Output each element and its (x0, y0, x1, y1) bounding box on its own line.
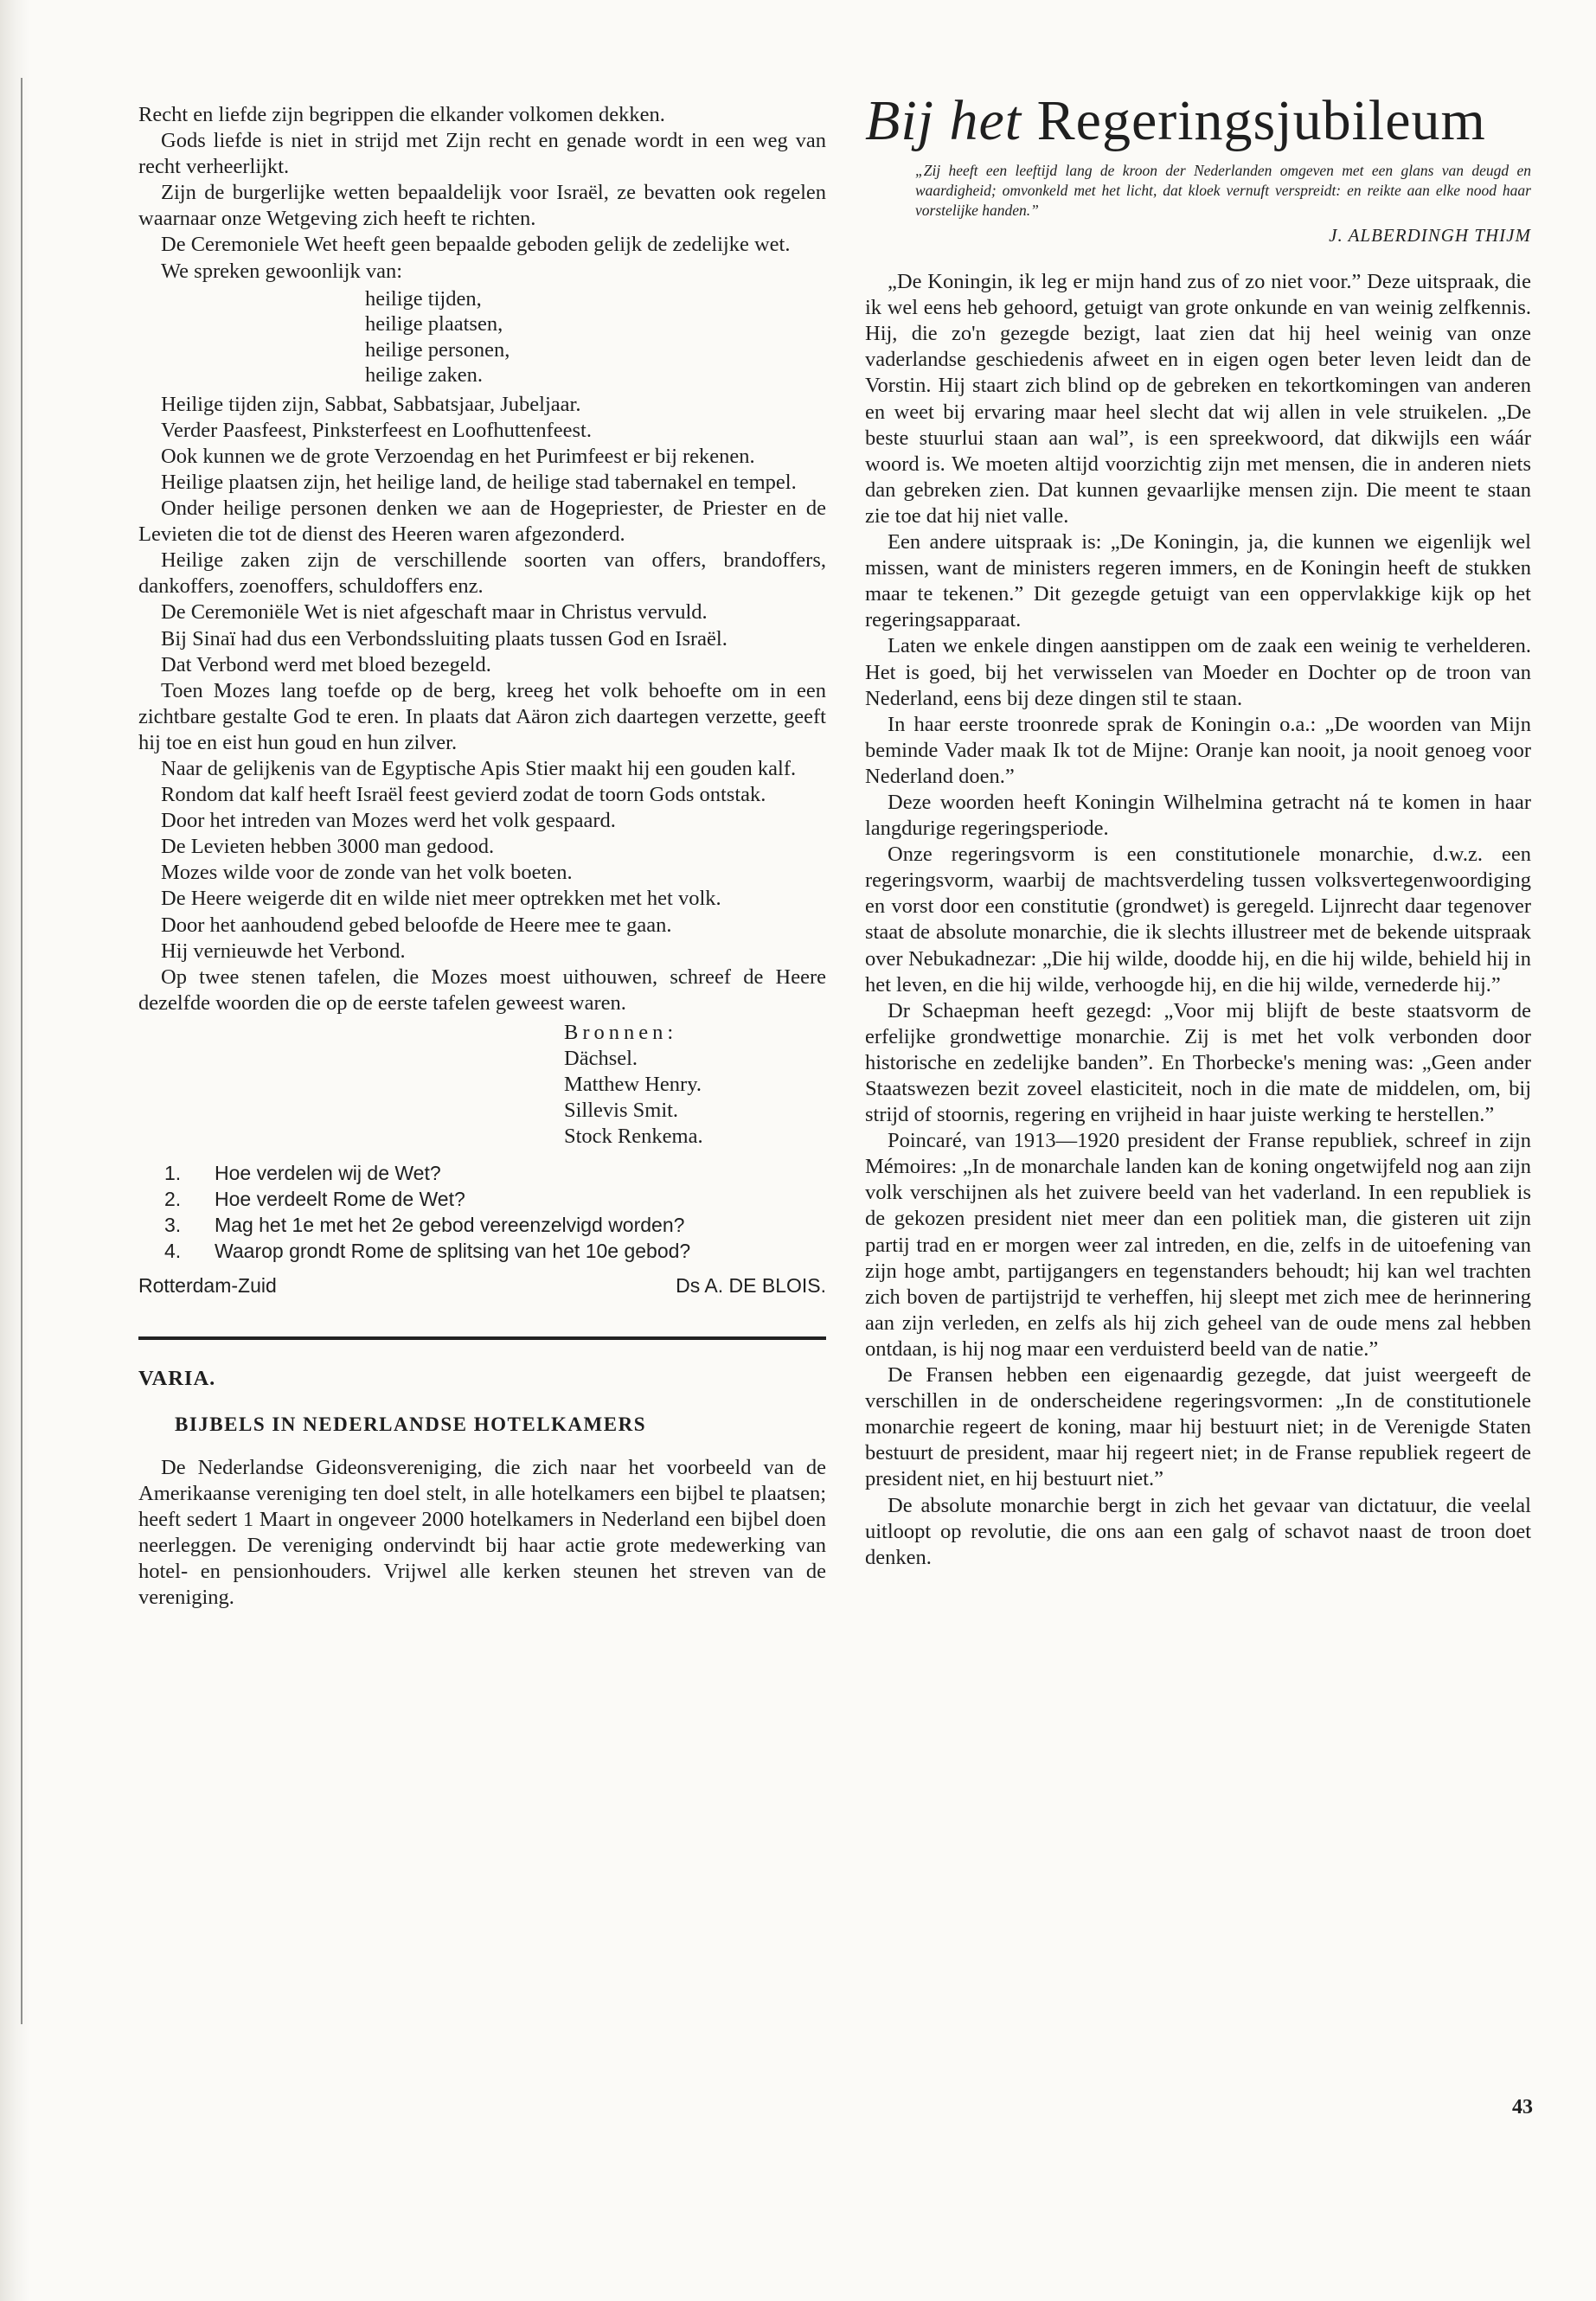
question-number: 4. (164, 1240, 182, 1263)
varia-paragraph: De Nederlandse Gideonsvereniging, die zich naar het voorbeeld van de Amerikaanse vereniging ten doel stelt, in alle hotelkamers een bijbel te plaatsen; heeft sedert 1 Maart in ongeveer 2000 hotelkamers in Nederland een bijbel doen neerleggen. De vereniging ondervindt bij haar actie grote medewerking van hotel- en pensionhouders. Vrijwel alle kerken steunen het streven van de vereniging. (138, 1455, 826, 1610)
binding-shadow (0, 0, 29, 2301)
list-item: heilige zaken. (365, 363, 484, 388)
paragraph: Bij Sinaï had dus een Verbondssluiting plaats tussen God en Israël. (161, 626, 727, 651)
questions-list (164, 1160, 826, 1264)
source-item: Dächsel. (564, 1047, 638, 1070)
paragraph: We spreken gewoonlijk van: (161, 259, 403, 283)
right-column (865, 89, 1531, 1571)
question-item (164, 1160, 826, 1186)
paragraph: De Heere weigerde dit en wilde niet meer optrekken met het volk. (161, 887, 721, 911)
list-item: heilige tijden, (365, 286, 482, 311)
holy-terms-list (365, 286, 826, 388)
question-number: 1. (164, 1162, 182, 1185)
paragraph: De absolute monarchie bergt in zich het gevaar van dictatuur, die veelal uitloopt op revolutie, die ons aan een galg of schavot naast de troon doet denken. (865, 1493, 1531, 1569)
paragraph: Heilige plaatsen zijn, het heilige land, de heilige stad tabernakel en tempel. (161, 470, 797, 494)
section-divider (138, 1336, 826, 1340)
paragraph: Mozes wilde voor de zonde van het volk boeten. (161, 861, 573, 885)
article-body (865, 269, 1531, 1571)
paragraph: Verder Paasfeest, Pinksterfeest en Loofhuttenfeest. (161, 418, 592, 442)
paragraph: Onze regeringsvorm is een constitutionele monarchie, d.w.z. een regeringsvorm, waarbij de machtsverdeling tussen volksvertegenwoordiging en vorst door een constitutie (grondwet) is geregeld. Lijnrecht daar tegenover staat de absolute monarchie, die ik slechts illustreer met de bekende uitspraak over Nebukadnezar: „Die hij wilde, doodde hij, en die hij wilde, behield hij in het leven, en die hij wilde, verhoogde hij, en die hij wilde, vernederde hij.” (865, 843, 1531, 997)
paragraph: Rondom dat kalf heeft Israël feest gevierd zodat de toorn Gods ontstak. (161, 783, 766, 807)
paragraph: „De Koningin, ik leg er mijn hand zus of zo niet voor.” Deze uitspraak, die ik wel eens heb gehoord, getuigt van grote onkunde en van weinig zelfkennis. Hij, die zo'n gezegde bezigt, laat zien dat hij heel weinig van onze vaderlandse geschiedenis afweet en in eigen ogen beter leven leidt dan de Vorstin. Hij staart zich blind op de gebreken en tekortkomingen van anderen en weet bij ervaring maar heel slecht dat wij allen in vele struikelen. „De beste stuurlui staan aan wal”, is een spreekwoord, dat dikwijls een wáár woord is. We moeten altijd voorzichtig zijn met mensen, die in anderen niets dan gebreken zien. Dat kunnen gevaarlijke mensen zijn. Die meent te staan zie toe dat hij niet valle. (865, 270, 1531, 528)
question-item (164, 1186, 826, 1212)
question-text: Waarop grondt Rome de splitsing van het 10e gebod? (215, 1240, 691, 1263)
sources-block (564, 1020, 826, 1150)
list-item: heilige personen, (365, 337, 510, 362)
question-item (164, 1212, 826, 1238)
question-text: Hoe verdelen wij de Wet? (215, 1162, 441, 1185)
question-item (164, 1238, 826, 1264)
paragraph: Deze woorden heeft Koningin Wilhelmina getracht ná te komen in haar langdurige regeringsperiode. (865, 790, 1531, 841)
paragraph: Op twee stenen tafelen, die Mozes moest uithouwen, schreef de Heere dezelfde woorden die op de eerste tafelen geweest waren. (138, 965, 826, 1015)
paragraph: Dr Schaepman heeft gezegd: „Voor mij blijft de beste staatsvorm de erfelijke grondwettige monarchie. Zij is met het volk verbonden door historische en zedelijke banden”. En Thorbecke's mening was: „Geen ander Staatswezen bezit zoveel elasticiteit, noch in die mate de middelen, om, bij strijd of stoornis, regering en vrijheid in haar juiste werking te herstellen.” (865, 998, 1531, 1127)
paragraph: Naar de gelijkenis van de Egyptische Apis Stier maakt hij een gouden kalf. (161, 756, 797, 780)
left-intro-paragraphs (138, 102, 826, 285)
varia-heading: VARIA. (138, 1367, 216, 1391)
source-item: Sillevis Smit. (564, 1099, 679, 1123)
title-prefix: Bij het (865, 89, 1022, 152)
paragraph: De Fransen hebben een eigenaardig gezegde, dat juist weergeeft de verschillen in de onderscheidene regeringsvormen: „In de constitutionele monarchie regeert de koning, maar hij bestuurt niet; in de Verenigde Staten bestuurt de president, maar hij regeert niet; in de Franse republiek regeert de president niet, en hij bestuurt niet.” (865, 1363, 1531, 1491)
paragraph: Poincaré, van 1913—1920 president der Franse republiek, schreef in zijn Mémoires: „In de monarchale landen kan de koning ongetwijfeld nog aan zijn volk verschijnen als het zuivere beeld van het vaderland. In een republiek is de gekozen president niet meer dan een politiek man, die gisteren uit zijn partij trad en er morgen weer zal intreden, en die, zelfs in de uitoefening van zijn hoge ambt, partijgangers en tegenstanders behoudt; hij kan wel trachten zich boven de partijstrijd te verheffen, hij sleept met zich mee de herinnering aan zijn verleden, en zelfs als hij zich geheel van de oude mens zal hebben ontdaan, is hij nog maar een verduisterd beeld van de natie.” (865, 1129, 1531, 1361)
list-item: heilige plaatsen, (365, 312, 503, 336)
paragraph: De Ceremoniële Wet is niet afgeschaft maar in Christus vervuld. (161, 600, 708, 625)
source-item: Stock Renkema. (564, 1125, 703, 1149)
paragraph: Ook kunnen we de grote Verzoendag en het Purimfeest er bij rekenen. (161, 444, 755, 468)
paragraph: Dat Verbond werd met bloed bezegeld. (161, 652, 491, 676)
motto-author: J. ALBERDINGH THIJM (1329, 225, 1531, 246)
question-number: 2. (164, 1188, 182, 1211)
varia-subheading: BIJBELS IN NEDERLANDSE HOTELKAMERS (175, 1413, 646, 1435)
page-number: 43 (1512, 2096, 1533, 2118)
paragraph: Door het intreden van Mozes werd het volk gespaard. (161, 809, 616, 833)
question-text: Mag het 1e met het 2e gebod vereenzelvigd worden? (215, 1214, 685, 1237)
paragraph: Recht en liefde zijn begrippen die elkander volkomen dekken. (138, 103, 665, 126)
left-body-paragraphs (138, 392, 826, 1016)
paragraph: Toen Mozes lang toefde op de berg, kreeg het volk behoefte om in een zichtbare gestalte God te eren. In plaats dat Aäron zich daartegen verzette, geeft hij toe en eist hun goud en hun zilver. (138, 678, 826, 754)
binding-rule (21, 78, 22, 2024)
signature-line (138, 1272, 826, 1298)
question-number: 3. (164, 1214, 182, 1237)
paragraph: De Ceremoniele Wet heeft geen bepaalde geboden gelijk de zedelijke wet. (161, 233, 791, 257)
sources-label: Bronnen: (564, 1020, 678, 1044)
left-column (138, 102, 826, 1611)
place-name: Rotterdam-Zuid (138, 1274, 277, 1298)
paragraph: Hij vernieuwde het Verbond. (161, 939, 406, 963)
paragraph: Heilige tijden zijn, Sabbat, Sabbatsjaar, Jubeljaar. (161, 392, 581, 416)
motto-quote: „Zij heeft een leeftijd lang de kroon der Nederlanden omgeven met een glans van deugd en waardigheid; omvonkeld met het licht, dat kloek vernuft verspreidt: en reikte aan elke nood haar vorstelijke handen.” (915, 162, 1531, 219)
paragraph: Zijn de burgerlijke wetten bepaaldelijk voor Israël, ze bevatten ook regelen waarnaar onze Wetgeving zich heeft te richten. (138, 181, 826, 231)
paragraph: Heilige zaken zijn de verschillende soorten van offers, brandoffers, dankoffers, zoenoffers, schuldoffers enz. (138, 548, 826, 599)
paragraph: Onder heilige personen denken we aan de Hogepriester, de Priester en de Levieten die tot de dienst des Heeren waren afgezonderd. (138, 497, 826, 547)
title-main: Regeringsjubileum (1036, 89, 1486, 152)
question-text: Hoe verdeelt Rome de Wet? (215, 1188, 465, 1211)
paragraph: Laten we enkele dingen aanstippen om de zaak een weinig te verhelderen. Het is goed, bij het verwisselen van Moeder en Dochter op de troon van Nederland, eens bij deze dingen stil te staan. (865, 634, 1531, 710)
paragraph: Een andere uitspraak is: „De Koningin, ja, die kunnen we eigenlijk wel missen, want de ministers regeren immers, en de Koningin heeft de stukken maar te tekenen.” Dit gezegde getuigt van een oppervlakkige kijk op het regeringsapparaat. (865, 530, 1531, 632)
paragraph: Gods liefde is niet in strijd met Zijn recht en genade wordt in een weg van recht verheerlijkt. (138, 129, 826, 179)
paragraph: Door het aanhoudend gebed beloofde de Heere mee te gaan. (161, 913, 672, 937)
author-name: Ds A. DE BLOIS. (676, 1274, 826, 1298)
article-title (865, 90, 1531, 152)
source-item: Matthew Henry. (564, 1073, 702, 1097)
paragraph: In haar eerste troonrede sprak de Koningin o.a.: „De woorden van Mijn beminde Vader maak Ik tot de Mijne: Oranje kan nooit, ja nooit genoeg voor Nederland doen.” (865, 712, 1531, 788)
paragraph: De Levieten hebben 3000 man gedood. (161, 835, 495, 859)
